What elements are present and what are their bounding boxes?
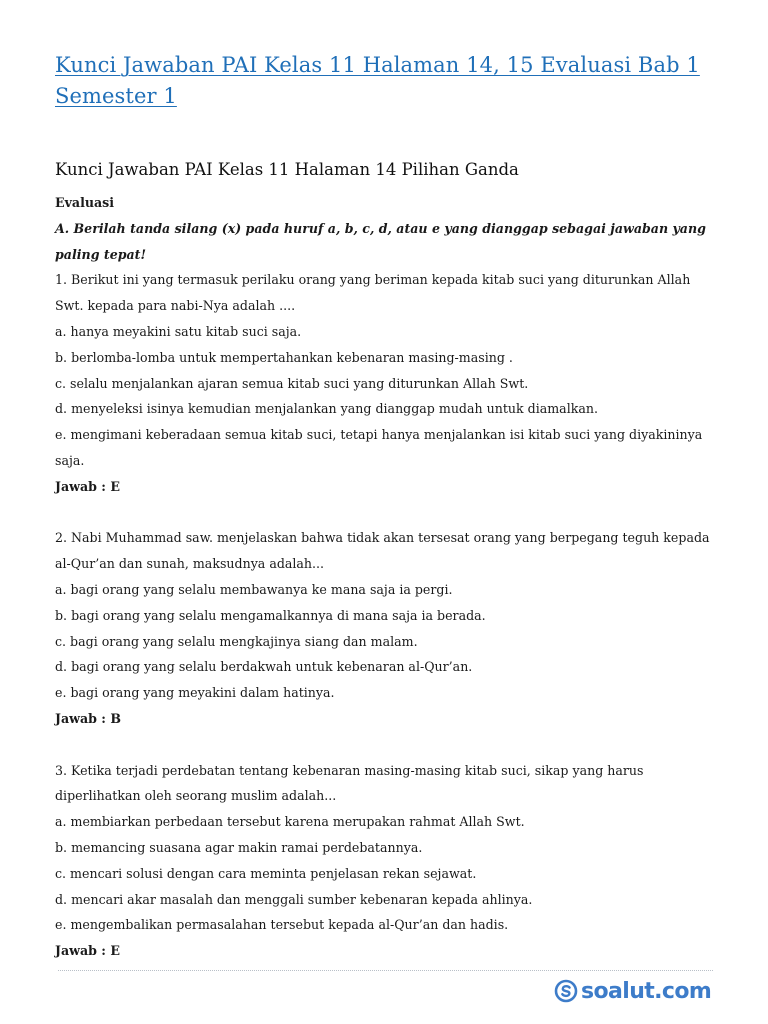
- option-b: b. berlomba-lomba untuk mempertahankan kebenaran masing-masing .: [55, 349, 513, 365]
- option-c: c. selalu menjalankan ajaran semua kitab suci yang diturunkan Allah Swt.: [55, 375, 529, 391]
- question-block-3: [55, 758, 720, 964]
- soalut-logo-icon: [554, 979, 578, 1003]
- site-logo[interactable]: [554, 976, 711, 1006]
- option-b: b. bagi orang yang selalu mengamalkannya di mana saja ia berada.: [55, 607, 486, 623]
- option-a: a. bagi orang yang selalu membawanya ke mana saja ia pergi.: [55, 581, 453, 597]
- option-d: d. bagi orang yang selalu berdakwah untuk kebenaran al-Qur’an.: [55, 659, 473, 675]
- answer-key: Jawab : E: [55, 943, 120, 959]
- option-b: b. memancing suasana agar makin ramai perdebatannya.: [55, 839, 423, 855]
- option-e: e. bagi orang yang meyakini dalam hatinya.: [55, 685, 335, 701]
- question-block-1: [55, 267, 720, 499]
- article-title-link[interactable]: Kunci Jawaban PAI Kelas 11 Halaman 14, 15 Evaluasi Bab 1 Semester 1: [55, 53, 700, 108]
- logo-text: soalut.com: [581, 978, 712, 1004]
- spacer: [55, 732, 720, 758]
- option-d: d. mencari akar masalah dan menggali sumber kebenaran kepada ahlinya.: [55, 891, 533, 907]
- question-stem: 3. Ketika terjadi perdebatan tentang kebenaran masing-masing kitab suci, sikap yang harus diperlihatkan oleh seorang muslim adalah...: [55, 762, 644, 804]
- subheading-evaluasi: Evaluasi: [55, 195, 115, 210]
- answer-key: Jawab : B: [55, 710, 121, 726]
- spacer: [55, 500, 720, 526]
- option-a: a. hanya meyakini satu kitab suci saja.: [55, 323, 302, 339]
- footer-divider: [58, 970, 713, 971]
- option-e: e. mengimani keberadaan semua kitab suci, tetapi hanya menjalankan isi kitab suci yang diyakininya saja.: [55, 427, 703, 468]
- question-block-2: [55, 525, 720, 731]
- question-stem: 1. Berikut ini yang termasuk perilaku orang yang beriman kepada kitab suci yang diturunkan Allah Swt. kepada para nabi-Nya adalah ....: [55, 272, 691, 314]
- option-a: a. membiarkan perbedaan tersebut karena merupakan rahmat Allah Swt.: [55, 814, 525, 830]
- instruction-text: A. Berilah tanda silang (x) pada huruf a, b, c, d, atau e yang dianggap sebagai jawaban yang paling tepat!: [55, 220, 706, 262]
- option-e: e. mengembalikan permasalahan tersebut kepada al-Qur’an dan hadis.: [55, 917, 509, 933]
- option-d: d. menyeleksi isinya kemudian menjalankan yang dianggap mudah untuk diamalkan.: [55, 401, 598, 417]
- answer-key: Jawab : E: [55, 478, 120, 494]
- section-heading: Kunci Jawaban PAI Kelas 11 Halaman 14 Pilihan Ganda: [55, 160, 519, 179]
- option-c: c. bagi orang yang selalu mengkajinya siang dan malam.: [55, 633, 418, 649]
- option-c: c. mencari solusi dengan cara meminta penjelasan rekan sejawat.: [55, 865, 477, 881]
- question-stem: 2. Nabi Muhammad saw. menjelaskan bahwa tidak akan tersesat orang yang berpegang teguh kepada al-Qur’an dan sunah, maksudnya adalah...: [55, 530, 710, 572]
- article-content: [55, 190, 720, 964]
